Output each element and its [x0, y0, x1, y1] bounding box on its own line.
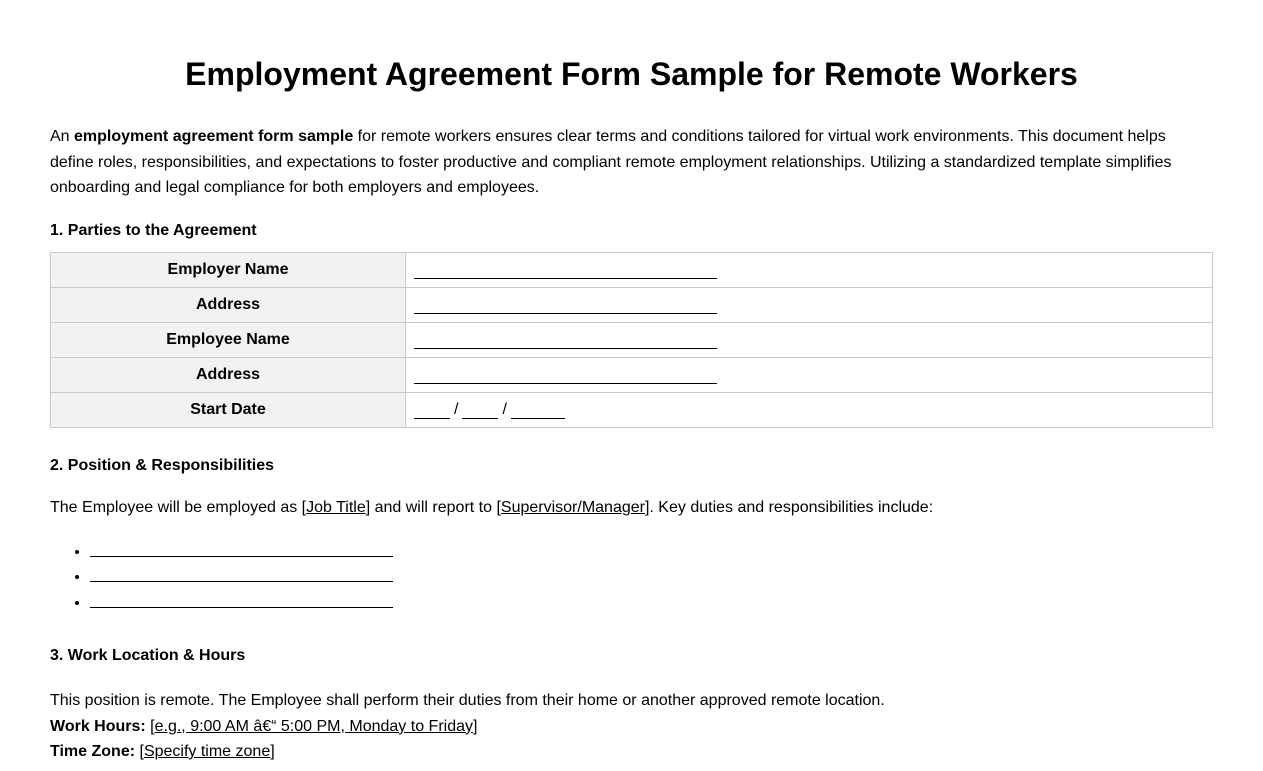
table-row: [51, 322, 1213, 357]
employee-name-field[interactable]: [406, 322, 1213, 357]
duty-blank-line[interactable]: [90, 589, 393, 608]
section-heading-position: 2. Position & Responsibilities: [50, 456, 275, 474]
table-row: [51, 252, 1213, 287]
intro-suffix: for remote workers ensures clear terms and conditions tailored for virtual work environments. This document helps define roles, responsibilities, and expectations to foster productive and compliant remote employment relationships. Utilizing a standardized template simplifies onboarding and legal compliance for both employers and employees.: [50, 128, 1172, 196]
list-item: [90, 564, 1213, 590]
date-separator: /: [502, 400, 507, 418]
bracket-close: ]: [270, 743, 275, 760]
supervisor-placeholder[interactable]: Supervisor/Manager: [500, 498, 645, 516]
list-item: [90, 590, 1213, 616]
date-blanks[interactable]: [414, 400, 565, 419]
duty-blank-line[interactable]: [90, 538, 393, 557]
duty-blank-line[interactable]: [90, 563, 393, 582]
table-row: [51, 287, 1213, 322]
date-month-blank[interactable]: [414, 400, 450, 419]
date-year-blank[interactable]: [511, 400, 565, 419]
work-hours-placeholder[interactable]: e.g., 9:00 AM â€“ 5:00 PM, Monday to Friday: [154, 717, 473, 735]
table-row: [51, 357, 1213, 392]
blank-line[interactable]: [414, 295, 717, 314]
work-hours-label: Work Hours:: [50, 717, 146, 735]
bracket-open: [: [145, 717, 155, 735]
start-date-field[interactable]: [406, 392, 1213, 427]
time-zone-placeholder[interactable]: Specify time zone: [143, 743, 271, 760]
bracket-open: [: [135, 743, 144, 760]
parties-table: [50, 252, 1213, 428]
position-text: The Employee will be employed as [: [50, 498, 307, 516]
blank-line[interactable]: [414, 365, 717, 384]
job-title-placeholder[interactable]: Job Title: [306, 498, 366, 516]
employee-address-label: Address: [51, 357, 406, 392]
intro-prefix: An: [50, 128, 75, 145]
duties-list: [50, 539, 1213, 616]
date-day-blank[interactable]: [462, 400, 498, 419]
time-zone-label: Time Zone:: [50, 743, 136, 760]
employer-name-label: Employer Name: [51, 252, 406, 287]
position-text: ] and will report to [: [365, 498, 501, 516]
start-date-label: Start Date: [51, 392, 406, 427]
intro-paragraph: [50, 124, 1213, 201]
location-paragraph: This position is remote. The Employee shall perform their duties from their home or another approved remote location.: [50, 692, 885, 709]
employer-address-label: Address: [51, 287, 406, 322]
employee-address-field[interactable]: [406, 357, 1213, 392]
position-paragraph: [50, 498, 1213, 518]
work-hours-line: [50, 714, 1213, 740]
list-item: [90, 539, 1213, 565]
employee-name-label: Employee Name: [51, 322, 406, 357]
bracket-close: ]: [473, 717, 478, 735]
employer-name-field[interactable]: [406, 252, 1213, 287]
employer-address-field[interactable]: [406, 287, 1213, 322]
position-text: ]. Key duties and responsibilities include:: [644, 498, 934, 516]
time-zone-line: [50, 739, 1213, 765]
section-heading-parties: 1. Parties to the Agreement: [50, 221, 257, 239]
blank-line[interactable]: [414, 260, 717, 279]
intro-bold-term: employment agreement form sample: [74, 128, 354, 145]
date-separator: /: [454, 400, 459, 418]
section-heading-location: 3. Work Location & Hours: [50, 647, 246, 664]
blank-line[interactable]: [414, 330, 717, 349]
table-row: [51, 392, 1213, 427]
page-title: Employment Agreement Form Sample for Remote Workers: [185, 56, 1078, 92]
